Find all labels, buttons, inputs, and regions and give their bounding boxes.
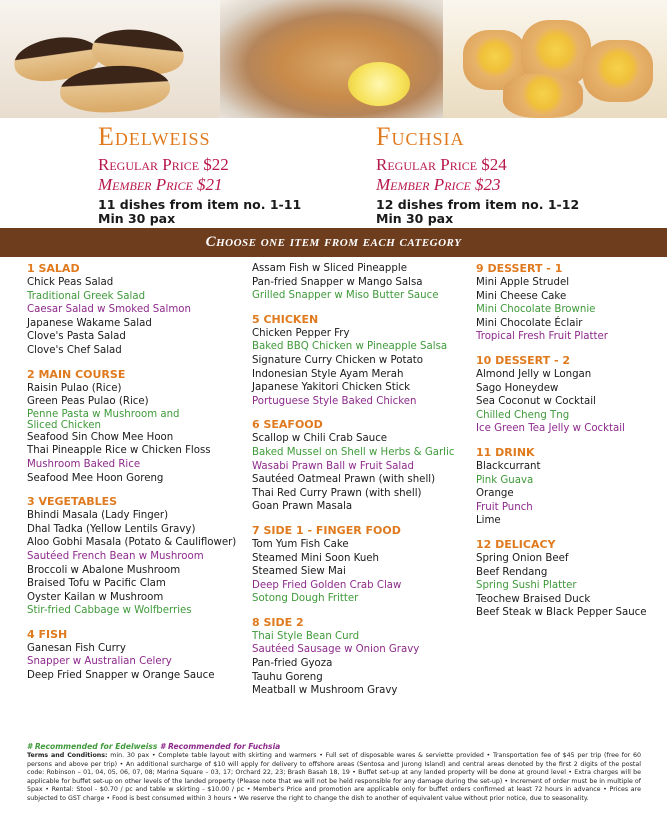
- menu-item: Dhal Tadka (Yellow Lentils Gravy): [27, 523, 196, 535]
- menu-item: Tauhu Goreng: [252, 671, 323, 683]
- category-title: 8 SIDE 2: [252, 615, 304, 629]
- menu-item: Lime: [476, 515, 501, 527]
- menu-item: Mini Cheese Cake: [476, 290, 567, 302]
- menu-item: Deep Fried Golden Crab Claw: [252, 579, 402, 591]
- menu-category: [252, 616, 467, 698]
- menu-column-3: [476, 262, 656, 620]
- menu-item: Baked Mussel on Shell w Herbs & Garlic: [252, 446, 455, 458]
- baked-fish-photo: [220, 0, 443, 118]
- regular-price-edelweiss: Regular Price $22: [98, 155, 229, 174]
- menu-item: Chick Peas Salad: [27, 277, 114, 288]
- menu-item: Seafood Sin Chow Mee Hoon: [27, 431, 174, 443]
- menu-item: Sago Honeydew: [476, 382, 559, 394]
- menu-item: Bhindi Masala (Lady Finger): [27, 510, 169, 522]
- min-pax-edelweiss: Min 30 pax: [98, 211, 176, 226]
- menu-item: Almond Jelly w Longan: [476, 368, 592, 380]
- menu-item: Penne Pasta w Mushroom and Sliced Chicken: [27, 408, 180, 431]
- category-title: 3 VEGETABLES: [27, 495, 118, 509]
- menu-item: Sautéed French Bean w Mushroom: [27, 550, 204, 562]
- menu-item: Chicken Pepper Fry: [252, 327, 350, 339]
- menu-item: Caesar Salad w Smoked Salmon: [27, 304, 191, 316]
- menu-category: [476, 262, 656, 344]
- member-price-fuchsia: Member Price $23: [376, 175, 501, 194]
- eclair-pastry-photo: [0, 0, 220, 118]
- menu-category: [27, 262, 242, 358]
- menu-item: Sautéed Sausage w Onion Gravy: [252, 644, 420, 656]
- menu-item: Braised Tofu w Pacific Clam: [27, 578, 166, 590]
- dish-count-fuchsia: 12 dishes from item no. 1-12: [376, 197, 580, 212]
- menu-item: Green Peas Pulao (Rice): [27, 396, 149, 408]
- menu-category: [27, 628, 242, 683]
- menu-item: Steamed Siew Mai: [252, 566, 346, 578]
- menu-item: Indonesian Style Ayam Merah: [252, 368, 404, 380]
- menu-item: Clove's Pasta Salad: [27, 331, 126, 343]
- menu-category: [27, 368, 242, 486]
- category-title: 5 CHICKEN: [252, 312, 319, 326]
- menu-item: Spring Onion Beef: [476, 552, 569, 564]
- menu-item: Broccoli w Abalone Mushroom: [27, 564, 181, 576]
- menu-item: Tom Yum Fish Cake: [252, 538, 349, 550]
- menu-item: Mini Apple Strudel: [476, 277, 570, 288]
- menu-column-1: [27, 262, 242, 683]
- category-title: 11 DRINK: [476, 445, 535, 459]
- menu-item: Grilled Snapper w Miso Butter Sauce: [252, 290, 439, 302]
- category-title: 12 DELICACY: [476, 537, 556, 551]
- menu-item: Ice Green Tea Jelly w Cocktail: [476, 423, 625, 435]
- menu-item: Mini Chocolate Éclair: [476, 317, 583, 329]
- menu-item: Thai Pineapple Rice w Chicken Floss: [27, 445, 211, 457]
- menu-item: Spring Sushi Platter: [476, 580, 577, 592]
- menu-category: [252, 524, 467, 606]
- menu-name-fuchsia: Fuchsia: [376, 122, 465, 151]
- menu-category: [27, 495, 242, 618]
- menu-item: Teochew Braised Duck: [476, 593, 591, 605]
- menu-item: Thai Style Bean Curd: [252, 630, 360, 642]
- menu-item: Scallop w Chili Crab Sauce: [252, 433, 388, 445]
- menu-category: [476, 538, 656, 620]
- menu-item: Deep Fried Snapper w Orange Sauce: [27, 670, 215, 682]
- legend-fuchsia: # Recommended for Fuchsia: [160, 742, 281, 751]
- menu-name-edelweiss: Edelweiss: [98, 122, 211, 151]
- menu-item: Mini Chocolate Brownie: [476, 304, 596, 316]
- category-title: 6 SEAFOOD: [252, 418, 323, 432]
- member-price-edelweiss: Member Price $21: [98, 175, 223, 194]
- menu-item: Assam Fish w Sliced Pineapple: [252, 263, 407, 274]
- legend-edelweiss: # Recommended for Edelweiss: [27, 742, 158, 751]
- menu-item: Chilled Cheng Tng: [476, 409, 570, 421]
- category-title: 1 SALAD: [27, 262, 80, 275]
- menu-item: Thai Red Curry Prawn (with shell): [252, 487, 422, 499]
- min-pax-fuchsia: Min 30 pax: [376, 211, 454, 226]
- category-title: 7 SIDE 1 - FINGER FOOD: [252, 523, 401, 537]
- menu-category: [252, 313, 467, 409]
- menu-item: Beef Rendang: [476, 566, 548, 578]
- menu-item: Portuguese Style Baked Chicken: [252, 395, 417, 407]
- menu-item: Mushroom Baked Rice: [27, 458, 141, 470]
- terms-text: min. 30 pax • Complete table layout with skirting and warmers • Full set of disposable wares & serviette provided • Transportation fee of $45 per trip (free for 60 persons and above per trip) • An additional surcharge of $10 will apply for delivery to offshore areas (Sentosa and Jurong Island) and central areas denoted by the first 2 digits of the postal code: Robinson – 01, 04, 05, 06, 07, 08; Marina Square – 03, 17; Orchard 22, 23; Brash Basah 18, 19 • Buffet set-up at any landed property will be done at ground level • Extra charges will be applicable for buffet set-up on other levels of the landed property (Please note that we will not be held responsible for any damage during the set-up) • Increment of order must be in multiple of 5pax • Rental: Stool - $0.70 / pc and table w skirting - $10.00 / pc • Member's Price and promotion are applicable only for buffet orders confirmed at least 72 hours in advance • Prices are subjected to GST charge • Food is best consumed within 3 hours • We reserve the right to change the dish to another of equivalent value without prior notice, due to seasonality.: [27, 752, 641, 802]
- menu-category: [476, 354, 656, 436]
- menu-item: Pan-fried Gyoza: [252, 658, 333, 670]
- menu-column-2: [252, 262, 467, 698]
- menu-item: Meatball w Mushroom Gravy: [252, 685, 398, 697]
- menu-item: Traditional Greek Salad: [27, 290, 146, 302]
- menu-item: Sea Coconut w Cocktail: [476, 396, 596, 408]
- terms-and-conditions: [27, 752, 641, 818]
- menu-item: Wasabi Prawn Ball w Fruit Salad: [252, 460, 414, 472]
- menu-item: Sautéed Oatmeal Prawn (with shell): [252, 474, 436, 486]
- menu-item: Ganesan Fish Curry: [27, 642, 126, 654]
- menu-item: Raisin Pulao (Rice): [27, 382, 122, 394]
- menu-item: Seafood Mee Hoon Goreng: [27, 472, 164, 484]
- menu-item: Baked BBQ Chicken w Pineapple Salsa: [252, 341, 448, 353]
- menu-item: Steamed Mini Soon Kueh: [252, 552, 379, 564]
- menu-item: Japanese Wakame Salad: [27, 317, 152, 329]
- category-title: 9 DESSERT - 1: [476, 262, 563, 275]
- menu-item: Tropical Fresh Fruit Platter: [476, 331, 608, 343]
- menu-item: Pan-fried Snapper w Mango Salsa: [252, 276, 423, 288]
- category-banner: Choose one item from each category: [0, 228, 667, 257]
- tart-pastry-photo: [443, 0, 667, 118]
- category-title: 10 DESSERT - 2: [476, 353, 571, 367]
- menu-item: Orange: [476, 488, 514, 500]
- menu-item: Fruit Punch: [476, 501, 533, 513]
- menu-item: Snapper w Australian Celery: [27, 656, 172, 668]
- terms-label: Terms and Conditions:: [27, 752, 108, 759]
- dish-count-edelweiss: 11 dishes from item no. 1-11: [98, 197, 302, 212]
- recommendation-legend: [27, 741, 280, 752]
- menu-item: Signature Curry Chicken w Potato: [252, 354, 423, 366]
- photo-strip: [0, 0, 667, 118]
- menu-item: Goan Prawn Masala: [252, 501, 353, 513]
- menu-item: Aloo Gobhi Masala (Potato & Cauliflower): [27, 537, 237, 549]
- menu-category: [252, 262, 467, 303]
- fuchsia-menu-header: [376, 122, 579, 225]
- menu-item: Clove's Chef Salad: [27, 344, 122, 356]
- edelweiss-menu-header: [98, 122, 301, 225]
- category-title: 2 MAIN COURSE: [27, 367, 126, 381]
- menu-item: Stir-fried Cabbage w Wolfberries: [27, 605, 192, 617]
- menu-item: Blackcurrant: [476, 460, 541, 472]
- menu-item: Beef Steak w Black Pepper Sauce: [476, 607, 647, 619]
- regular-price-fuchsia: Regular Price $24: [376, 155, 507, 174]
- category-title: 4 FISH: [27, 627, 68, 641]
- menu-item: Japanese Yakitori Chicken Stick: [252, 382, 411, 394]
- menu-item: Sotong Dough Fritter: [252, 593, 359, 605]
- menu-item: Oyster Kailan w Mushroom: [27, 591, 164, 603]
- menu-category: [252, 418, 467, 514]
- menu-category: [476, 446, 656, 528]
- menu-item: Pink Guava: [476, 474, 534, 486]
